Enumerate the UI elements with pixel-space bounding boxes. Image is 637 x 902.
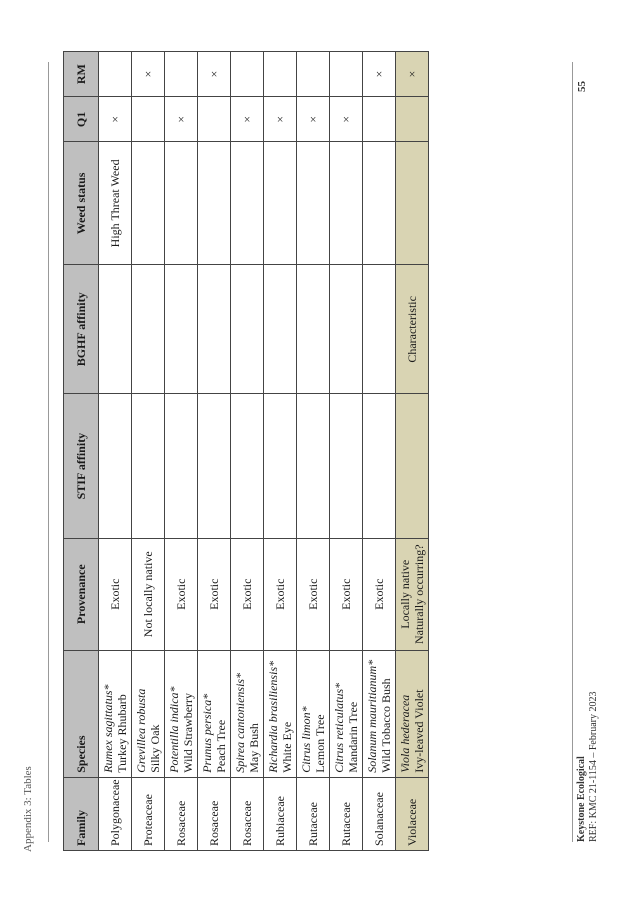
common-name: Peach Tree bbox=[214, 719, 228, 773]
cell-species bbox=[132, 650, 165, 777]
weed-status-value: High Threat Weed bbox=[108, 159, 122, 248]
scientific-name: Prunus persica* bbox=[200, 693, 214, 773]
q1-mark: × bbox=[339, 116, 353, 123]
provenance-value: Exotic bbox=[372, 578, 386, 610]
header-rm: RM bbox=[64, 52, 99, 97]
cell-family bbox=[363, 777, 396, 850]
header-species: Species bbox=[64, 650, 99, 777]
q1-mark: × bbox=[306, 116, 320, 123]
family-name: Proteaceae bbox=[141, 794, 155, 846]
header-provenance: Provenance bbox=[64, 538, 99, 650]
cell-q1 bbox=[297, 97, 330, 142]
family-name: Violaceae bbox=[405, 798, 419, 846]
document-reference: REF: KMC 21-1154 – February 2023 bbox=[588, 691, 599, 842]
table-row bbox=[99, 52, 132, 851]
cell-bghf bbox=[132, 265, 165, 394]
rm-mark: × bbox=[207, 70, 221, 78]
header-family: Family bbox=[64, 777, 99, 850]
cell-species bbox=[330, 650, 363, 777]
cell-bghf bbox=[99, 265, 132, 394]
scientific-name: Solanum mauritianum* bbox=[365, 659, 379, 773]
family-name: Solanaceae bbox=[372, 792, 386, 846]
cell-provenance bbox=[99, 538, 132, 650]
cell-bghf bbox=[165, 265, 198, 394]
table-row bbox=[396, 52, 429, 851]
scientific-name: Richardia brasiliensis* bbox=[266, 660, 280, 773]
cell-stif bbox=[165, 394, 198, 538]
cell-weed-status bbox=[264, 142, 297, 265]
cell-q1 bbox=[132, 97, 165, 142]
common-name: Lemon Tree bbox=[313, 714, 327, 773]
cell-provenance bbox=[231, 538, 264, 650]
cell-rm bbox=[132, 52, 165, 97]
cell-family bbox=[297, 777, 330, 850]
cell-species bbox=[231, 650, 264, 777]
cell-family bbox=[264, 777, 297, 850]
family-name: Rosaceae bbox=[240, 800, 254, 846]
header-weed-status: Weed status bbox=[64, 142, 99, 265]
common-name: Turkey Rhubarb bbox=[115, 694, 129, 773]
q1-mark: × bbox=[108, 116, 122, 123]
footer-rule bbox=[572, 62, 573, 842]
provenance-note: Naturally occurring? bbox=[412, 544, 426, 645]
common-name: Silky Oak bbox=[148, 724, 162, 773]
cell-q1 bbox=[99, 97, 132, 142]
cell-q1 bbox=[198, 97, 231, 142]
cell-provenance bbox=[132, 538, 165, 650]
common-name: White Eye bbox=[280, 721, 294, 773]
cell-family bbox=[165, 777, 198, 850]
provenance-value: Exotic bbox=[174, 578, 188, 610]
provenance-value: Exotic bbox=[240, 578, 254, 610]
family-name: Rubiaceae bbox=[273, 796, 287, 846]
cell-provenance bbox=[165, 538, 198, 650]
cell-rm bbox=[198, 52, 231, 97]
q1-mark: × bbox=[273, 116, 287, 123]
cell-stif bbox=[396, 394, 429, 538]
cell-family bbox=[99, 777, 132, 850]
cell-family bbox=[198, 777, 231, 850]
table-row bbox=[132, 52, 165, 851]
cell-provenance bbox=[297, 538, 330, 650]
table-row bbox=[330, 52, 363, 851]
provenance-value: Exotic bbox=[207, 578, 221, 610]
scientific-name: Viola hederacea bbox=[398, 694, 412, 773]
cell-weed-status bbox=[132, 142, 165, 265]
table-row bbox=[297, 52, 330, 851]
cell-species bbox=[165, 650, 198, 777]
table-row bbox=[198, 52, 231, 851]
scientific-name: Potentilla indica* bbox=[167, 686, 181, 773]
cell-stif bbox=[264, 394, 297, 538]
common-name: Ivy-leaved Violet bbox=[412, 689, 426, 773]
cell-species bbox=[396, 650, 429, 777]
cell-weed-status bbox=[396, 142, 429, 265]
cell-stif bbox=[363, 394, 396, 538]
common-name: May Bush bbox=[247, 723, 261, 773]
company-name: Keystone Ecological bbox=[576, 756, 587, 842]
table-row bbox=[363, 52, 396, 851]
footer bbox=[576, 692, 600, 842]
cell-q1 bbox=[231, 97, 264, 142]
cell-q1 bbox=[363, 97, 396, 142]
scientific-name: Grevillea robusta bbox=[134, 688, 148, 773]
cell-weed-status bbox=[363, 142, 396, 265]
family-name: Polygonaceae bbox=[108, 779, 122, 846]
header-rule bbox=[48, 62, 49, 842]
rm-mark: × bbox=[141, 70, 155, 78]
species-table bbox=[63, 51, 429, 851]
cell-q1 bbox=[396, 97, 429, 142]
cell-bghf bbox=[396, 265, 429, 394]
provenance-value: Locally native bbox=[398, 559, 412, 629]
cell-rm bbox=[231, 52, 264, 97]
cell-stif bbox=[297, 394, 330, 538]
cell-family bbox=[396, 777, 429, 850]
family-name: Rutaceae bbox=[306, 802, 320, 846]
scientific-name: Spirea cantoniensis* bbox=[233, 672, 247, 773]
cell-q1 bbox=[165, 97, 198, 142]
header-stif-affinity: STIF affinity bbox=[64, 394, 99, 538]
scientific-name: Citrus reticulatus* bbox=[332, 682, 346, 773]
cell-species bbox=[198, 650, 231, 777]
cell-stif bbox=[231, 394, 264, 538]
cell-weed-status bbox=[99, 142, 132, 265]
cell-species bbox=[297, 650, 330, 777]
family-name: Rosaceae bbox=[174, 800, 188, 846]
cell-bghf bbox=[330, 265, 363, 394]
cell-provenance bbox=[330, 538, 363, 650]
cell-stif bbox=[132, 394, 165, 538]
header-q1: Q1 bbox=[64, 97, 99, 142]
table-row bbox=[264, 52, 297, 851]
cell-rm bbox=[297, 52, 330, 97]
cell-rm bbox=[264, 52, 297, 97]
q1-mark: × bbox=[174, 116, 188, 123]
common-name: Wild Tobacco Bush bbox=[379, 678, 393, 773]
cell-rm bbox=[363, 52, 396, 97]
provenance-value: Exotic bbox=[306, 578, 320, 610]
page-header: Appendix 3: Tables bbox=[22, 766, 34, 852]
cell-stif bbox=[330, 394, 363, 538]
cell-q1 bbox=[330, 97, 363, 142]
scientific-name: Rumex sagittatus* bbox=[101, 684, 115, 773]
cell-species bbox=[363, 650, 396, 777]
cell-bghf bbox=[297, 265, 330, 394]
cell-rm bbox=[99, 52, 132, 97]
cell-species bbox=[99, 650, 132, 777]
cell-q1 bbox=[264, 97, 297, 142]
cell-weed-status bbox=[297, 142, 330, 265]
cell-provenance bbox=[198, 538, 231, 650]
provenance-value: Not locally native bbox=[141, 551, 155, 638]
cell-weed-status bbox=[198, 142, 231, 265]
provenance-value: Exotic bbox=[108, 578, 122, 610]
provenance-value: Exotic bbox=[273, 578, 287, 610]
cell-bghf bbox=[231, 265, 264, 394]
bghf-value: Characteristic bbox=[405, 296, 419, 363]
page-number: 55 bbox=[576, 81, 588, 92]
rm-mark: × bbox=[372, 70, 386, 78]
common-name: Wild Strawberry bbox=[181, 692, 195, 773]
rm-mark: × bbox=[405, 70, 419, 78]
cell-family bbox=[330, 777, 363, 850]
cell-provenance bbox=[396, 538, 429, 650]
scientific-name: Citrus limon* bbox=[299, 706, 313, 773]
cell-weed-status bbox=[231, 142, 264, 265]
provenance-value: Exotic bbox=[339, 578, 353, 610]
table-header-row bbox=[64, 52, 99, 851]
q1-mark: × bbox=[240, 116, 254, 123]
common-name: Mandarin Tree bbox=[346, 701, 360, 773]
header-bghf-affinity: BGHF affinity bbox=[64, 265, 99, 394]
cell-stif bbox=[198, 394, 231, 538]
cell-bghf bbox=[363, 265, 396, 394]
cell-provenance bbox=[264, 538, 297, 650]
cell-weed-status bbox=[165, 142, 198, 265]
cell-bghf bbox=[264, 265, 297, 394]
cell-species bbox=[264, 650, 297, 777]
cell-family bbox=[231, 777, 264, 850]
cell-provenance bbox=[363, 538, 396, 650]
cell-stif bbox=[99, 394, 132, 538]
cell-family bbox=[132, 777, 165, 850]
cell-bghf bbox=[198, 265, 231, 394]
cell-rm bbox=[330, 52, 363, 97]
family-name: Rosaceae bbox=[207, 800, 221, 846]
cell-rm bbox=[165, 52, 198, 97]
family-name: Rutaceae bbox=[339, 802, 353, 846]
table-row bbox=[231, 52, 264, 851]
cell-rm bbox=[396, 52, 429, 97]
cell-weed-status bbox=[330, 142, 363, 265]
table-row bbox=[165, 52, 198, 851]
